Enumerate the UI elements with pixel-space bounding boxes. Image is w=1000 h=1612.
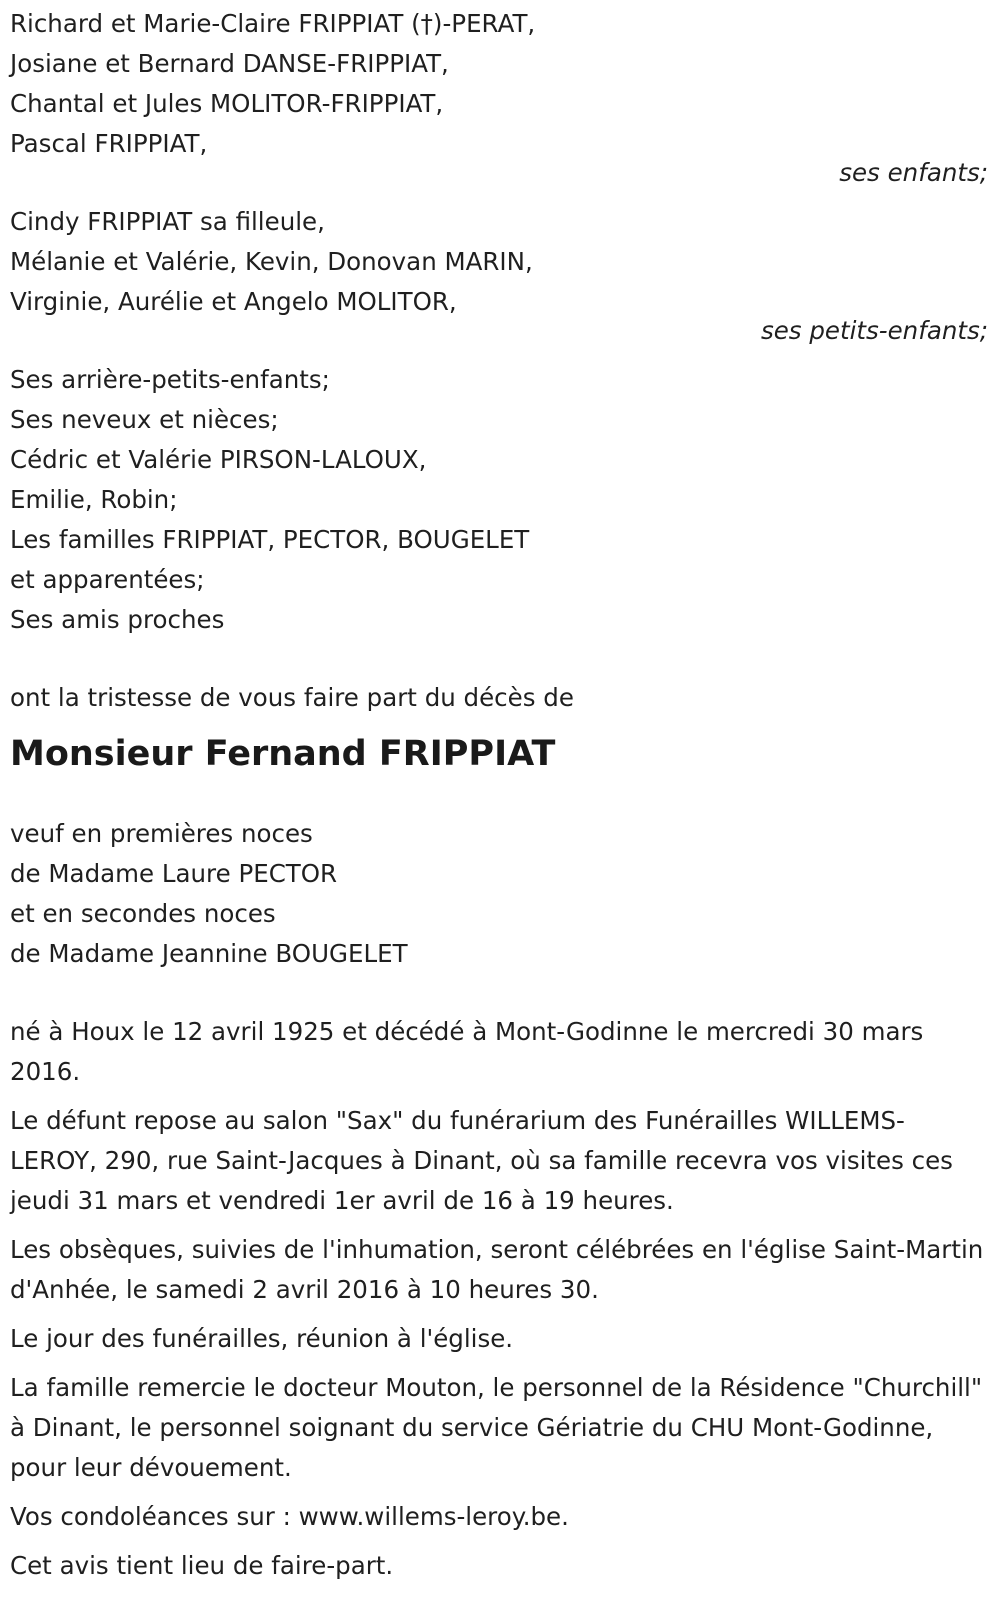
condolences-paragraph: Vos condoléances sur : www.willems-leroy.be. xyxy=(10,1502,569,1531)
family-line: Cédric et Valérie PIRSON-LALOUX, xyxy=(10,445,427,474)
birth-death-paragraph: né à Houx le 12 avril 1925 et décédé à Mont-Godinne le mercredi 30 mars 2016. xyxy=(10,1017,924,1086)
family-line: Mélanie et Valérie, Kevin, Donovan MARIN, xyxy=(10,247,533,276)
family-line: et apparentées; xyxy=(10,565,205,594)
family-line: Les familles FRIPPIAT, PECTOR, BOUGELET xyxy=(10,525,530,554)
spacer xyxy=(10,974,988,1012)
family-line: Josiane et Bernard DANSE-FRIPPIAT, xyxy=(10,49,449,78)
marital-line: veuf en premières noces xyxy=(10,819,313,848)
children-block xyxy=(10,4,988,188)
thanks-paragraph: La famille remercie le docteur Mouton, le personnel de la Résidence "Churchill" à Dinant, le personnel soignant du service Gériatrie du CHU Mont-Godinne, pour leur dévouement. xyxy=(10,1373,983,1482)
family-line: Ses neveux et nièces; xyxy=(10,405,279,434)
family-line: Ses amis proches xyxy=(10,605,225,634)
marital-line: et en secondes noces xyxy=(10,899,276,928)
announcement-text: ont la tristesse de vous faire part du décès de xyxy=(10,683,574,712)
other-family-block xyxy=(10,360,988,640)
grandchildren-block xyxy=(10,202,988,346)
family-line: Emilie, Robin; xyxy=(10,485,178,514)
children-role-label: ses enfants; xyxy=(839,158,988,187)
family-line: Cindy FRIPPIAT sa filleule, xyxy=(10,207,325,236)
deceased-name: Monsieur Fernand FRIPPIAT xyxy=(10,734,556,774)
family-line: Pascal FRIPPIAT, xyxy=(10,129,208,158)
spacer xyxy=(10,640,988,678)
visitation-paragraph: Le défunt repose au salon "Sax" du funérarium des Funérailles WILLEMS-LEROY, 290, rue Saint-Jacques à Dinant, où sa famille recevra vos visites ces jeudi 31 mars et vendredi 1er avril de 16 à 19 heures. xyxy=(10,1106,953,1215)
meeting-paragraph: Le jour des funérailles, réunion à l'église. xyxy=(10,1324,514,1353)
grandchildren-role-label: ses petits-enfants; xyxy=(760,316,988,345)
notice-paragraph: Cet avis tient lieu de faire-part. xyxy=(10,1551,394,1580)
marital-block xyxy=(10,814,988,974)
family-line: Richard et Marie-Claire FRIPPIAT (†)-PERAT, xyxy=(10,9,536,38)
family-line: Virginie, Aurélie et Angelo MOLITOR, xyxy=(10,287,457,316)
family-line: Ses arrière-petits-enfants; xyxy=(10,365,330,394)
family-line: Chantal et Jules MOLITOR-FRIPPIAT, xyxy=(10,89,444,118)
marital-line: de Madame Laure PECTOR xyxy=(10,859,338,888)
funeral-paragraph: Les obsèques, suivies de l'inhumation, seront célébrées en l'église Saint-Martin d'Anhée, le samedi 2 avril 2016 à 10 heures 30. xyxy=(10,1235,984,1304)
marital-line: de Madame Jeannine BOUGELET xyxy=(10,939,408,968)
